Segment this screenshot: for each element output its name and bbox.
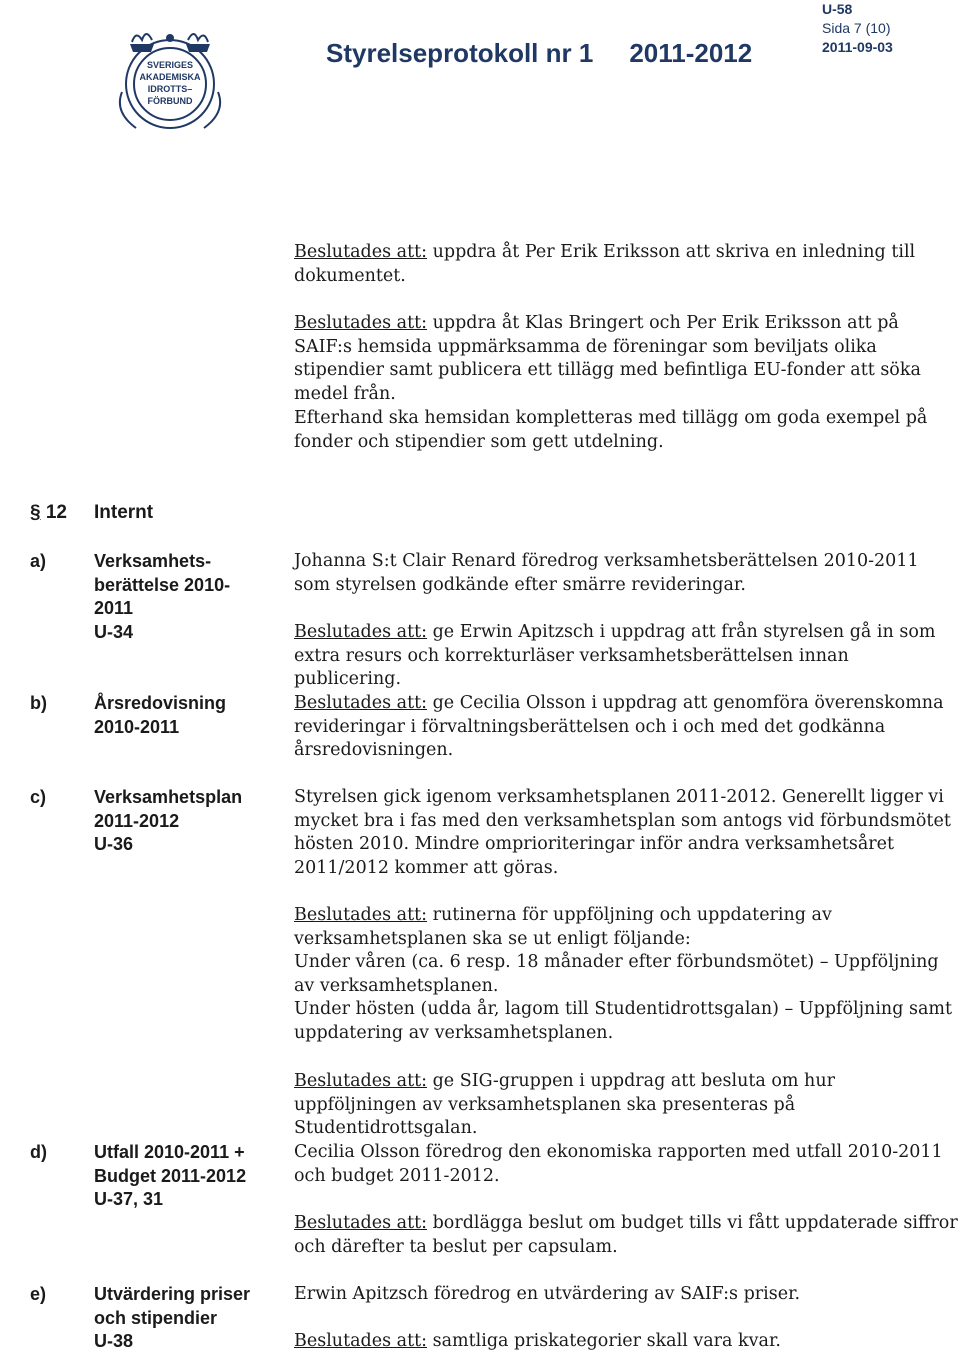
item-title-c <box>94 786 274 857</box>
item-e-para-2 <box>294 1330 960 1354</box>
para-text: Cecilia Olsson föredrog den ekonomiska rapporten med utfall 2010-2011 och budget 2011-2012. <box>294 1142 943 1186</box>
section-symbol: § <box>30 502 41 523</box>
para-text: rutinerna för uppföljning och uppdatering av verksamhetsplanen ska se ut enligt följande: <box>294 905 832 949</box>
item-a-para-1 <box>294 550 960 597</box>
item-title-line: och stipendier <box>94 1307 218 1328</box>
document-title <box>326 38 752 69</box>
item-title-e <box>94 1283 274 1354</box>
item-title-line: berättelse 2010- <box>94 574 231 595</box>
item-letter-a: a) <box>30 551 47 571</box>
protocol-title: Styrelseprotokoll nr 1 <box>326 38 594 68</box>
item-title-line: Budget 2011-2012 <box>94 1165 247 1186</box>
item-b-para-1 <box>294 692 960 763</box>
para-text: samtliga priskategorier skall vara kvar. <box>427 1331 781 1351</box>
intro-para-2 <box>294 312 960 406</box>
item-d-para-1 <box>294 1141 960 1188</box>
para-text: uppdra åt Klas Bringert och Per Erik Eriksson att på SAIF:s hemsida uppmärksamma de föreningar som beviljats olika stipendier samt publicera ett tillägg med befintliga EU-fonder att söka medel från. <box>294 313 921 404</box>
intro-para-1 <box>294 241 960 288</box>
para-text: Under våren (ca. 6 resp. 18 månader efter förbundsmötet) – Uppföljning av verksamhetsplanen. <box>294 952 939 996</box>
item-title-line: 2011-2012 <box>94 810 180 831</box>
item-title-line: 2010-2011 <box>94 716 180 737</box>
item-title-line: U-36 <box>94 834 134 854</box>
item-title-line: U-38 <box>94 1331 134 1351</box>
para-text: Efterhand ska hemsidan kompletteras med tillägg om goda exempel på fonder och stipendier som gett utdelning. <box>294 408 928 452</box>
item-letter-e: e) <box>30 1284 47 1304</box>
item-letter-c: c) <box>30 787 47 807</box>
item-letter-b: b) <box>30 693 47 713</box>
item-e-para-1 <box>294 1283 960 1307</box>
decision-label: Beslutades att: <box>294 905 428 925</box>
item-title-line: Verksamhets- <box>94 551 212 571</box>
item-c-para-1 <box>294 786 960 880</box>
section-num: 12 <box>45 502 67 523</box>
protocol-year: 2011-2012 <box>629 38 753 68</box>
para-text: uppdra åt Per Erik Eriksson att skriva en inledning till dokumentet. <box>294 242 916 286</box>
item-title-d <box>94 1141 274 1212</box>
item-letter-d: d) <box>30 1142 47 1162</box>
para-text: Styrelsen gick igenom verksamhetsplanen 2011-2012. Generellt ligger vi mycket bra i fas med den verksamhetsplan som antogs vid förbundsmötet hösten 2010. Mindre omprioriteringar inför andra verksamhetsåret 2011/2012 kommer att göras. <box>294 787 951 878</box>
item-title-line: U-34 <box>94 621 134 642</box>
svg-text:AKADEMISKA: AKADEMISKA <box>139 72 201 82</box>
para-text: Erwin Apitzsch föredrog en utvärdering av SAIF:s priser. <box>294 1284 801 1304</box>
saif-logo <box>102 22 238 140</box>
item-title-line: Utfall 2010-2011 + <box>94 1142 245 1162</box>
para-text: ge Cecilia Olsson i uppdrag att genomföra överenskomna revideringar i förvaltningsberättelsen och i och med det godkänna årsredovisningen. <box>294 693 944 760</box>
decision-label: Beslutades att: <box>294 242 428 262</box>
svg-text:IDROTTS–: IDROTTS– <box>147 84 193 94</box>
para-text: ge SIG-gruppen i uppdrag att besluta om hur uppföljningen av verksamhetsplanen ska presenteras på Studentidrottsgalan. <box>294 1071 835 1138</box>
page-number: Sida 7 (10) <box>822 20 891 36</box>
item-title-line: Verksamhetsplan <box>94 787 243 807</box>
item-title-line: Utvärdering priser <box>94 1284 251 1304</box>
svg-text:FÖRBUND: FÖRBUND <box>147 96 193 106</box>
para-text: Under hösten (udda år, lagom till Studentidrottsgalan) – Uppföljning samt uppdatering av verksamhetsplanen. <box>294 999 953 1043</box>
decision-label: Beslutades att: <box>294 1213 428 1233</box>
para-text: bordlägga beslut om budget tills vi fått uppdaterade siffror och därefter ta beslut per capsulam. <box>294 1213 958 1257</box>
item-title-a <box>94 550 274 644</box>
section-number <box>30 502 67 524</box>
decision-label: Beslutades att: <box>294 313 428 333</box>
item-title-b <box>94 692 274 739</box>
item-d-para-2 <box>294 1212 960 1259</box>
decision-label: Beslutades att: <box>294 693 428 713</box>
para-text: Johanna S:t Clair Renard föredrog verksamhetsberättelsen 2010-2011 som styrelsen godkände efter smärre revideringar. <box>294 551 919 595</box>
decision-label: Beslutades att: <box>294 1331 428 1351</box>
item-title-line: 2011 <box>94 598 134 618</box>
section-title: Internt <box>94 502 154 523</box>
item-c-para-3 <box>294 1070 960 1141</box>
item-a-para-2 <box>294 621 960 692</box>
intro-para-3 <box>294 407 960 454</box>
svg-text:SVERIGES: SVERIGES <box>146 60 194 70</box>
item-c-para-2 <box>294 904 960 1045</box>
decision-label: Beslutades att: <box>294 622 428 642</box>
decision-label: Beslutades att: <box>294 1071 428 1091</box>
doc-date: 2011-09-03 <box>822 39 893 55</box>
header-meta <box>822 0 893 57</box>
item-title-line: U-37, 31 <box>94 1189 164 1209</box>
doc-ref: U-58 <box>822 1 853 17</box>
para-text: ge Erwin Apitzsch i uppdrag att från styrelsen gå in som extra resurs och korrekturläser verksamhetsberättelsen innan publicering. <box>294 622 936 689</box>
item-title-line: Årsredovisning <box>94 693 227 713</box>
